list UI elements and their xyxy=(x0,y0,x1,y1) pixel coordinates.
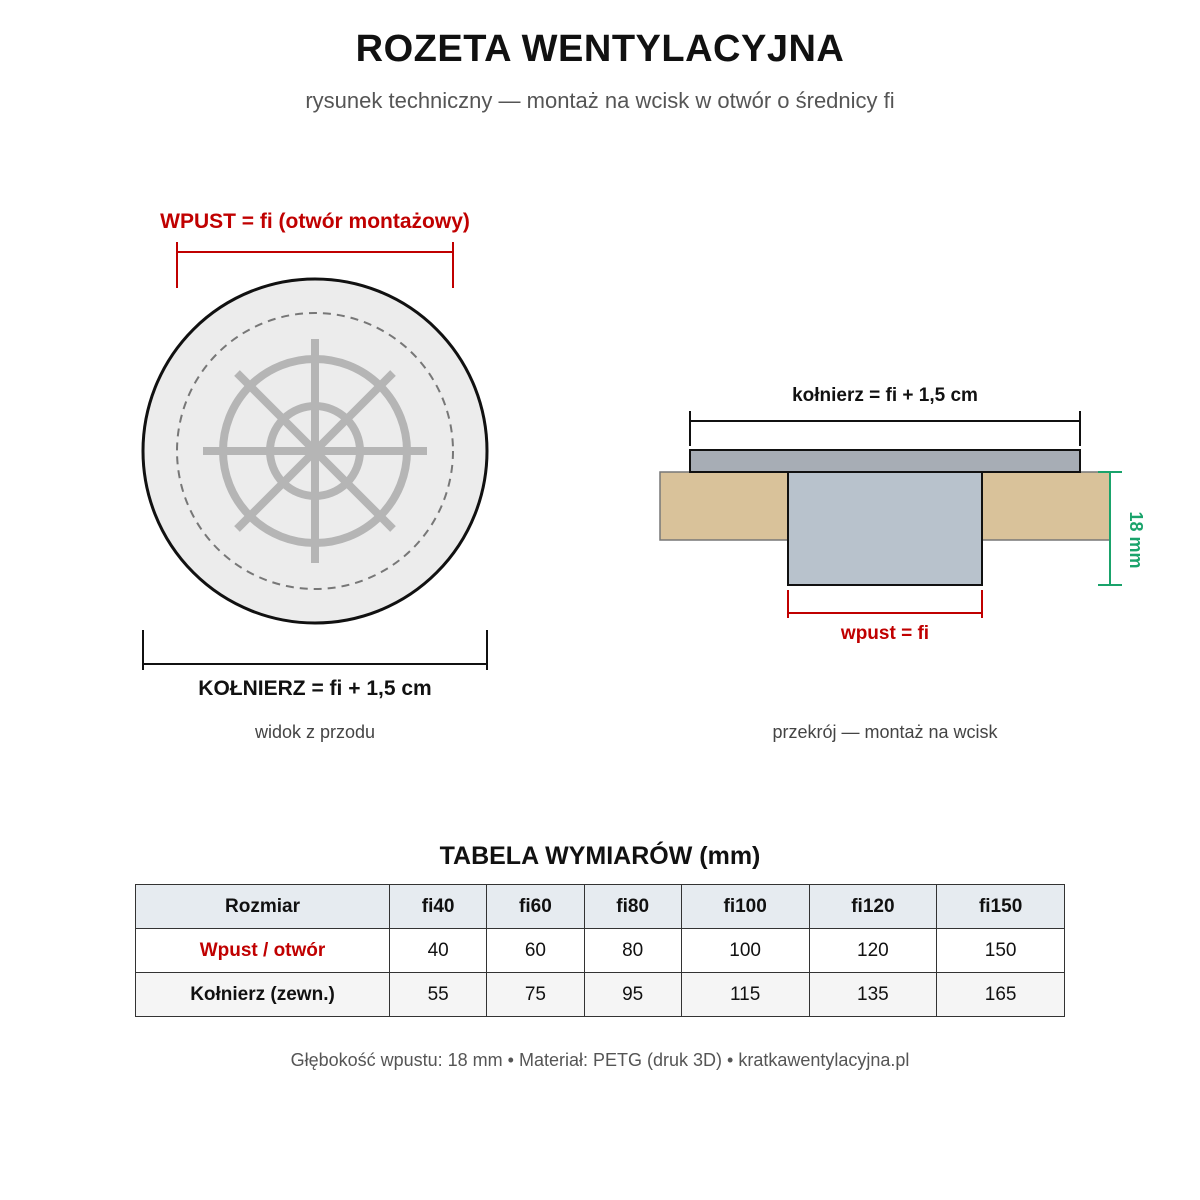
section-kolnierz-label: kołnierz = fi + 1,5 cm xyxy=(792,385,978,406)
page-title: ROZETA WENTYLACYJNA xyxy=(355,28,845,70)
table-title: TABELA WYMIARÓW (mm) xyxy=(439,842,761,870)
table-cell: 80 xyxy=(584,929,681,973)
page-subtitle: rysunek techniczny — montaż na wcisk w otwór o średnicy fi xyxy=(305,88,895,113)
table-cell: 165 xyxy=(937,973,1065,1017)
table-header-row xyxy=(136,885,1065,929)
table-header-cell: fi150 xyxy=(937,885,1065,929)
section-kolnierz-dimension xyxy=(690,411,1080,446)
depth-label: 18 mm xyxy=(1126,511,1146,569)
insert-body xyxy=(788,472,982,585)
table-cell: 150 xyxy=(937,929,1065,973)
table-header-cell: fi60 xyxy=(487,885,584,929)
front-kolnierz-label: KOŁNIERZ = fi + 1,5 cm xyxy=(198,677,432,700)
table-header-cell: fi120 xyxy=(809,885,937,929)
front-view-caption: widok z przodu xyxy=(254,722,376,742)
table-header-cell: fi40 xyxy=(390,885,487,929)
front-wpust-label: WPUST = fi (otwór montażowy) xyxy=(160,210,470,233)
front-kolnierz-dimension xyxy=(143,630,487,670)
section-view-drawing xyxy=(600,0,1200,700)
table-row xyxy=(136,929,1065,973)
section-wpust-label: wpust = fi xyxy=(840,623,930,644)
table-cell: 120 xyxy=(809,929,937,973)
wall-right xyxy=(982,472,1110,540)
flange-plate xyxy=(690,450,1080,472)
table-cell: 60 xyxy=(487,929,584,973)
front-view-drawing xyxy=(0,0,600,700)
table-cell: 55 xyxy=(390,973,487,1017)
table-row xyxy=(136,973,1065,1017)
footer-note: Głębokość wpustu: 18 mm • Materiał: PETG (druk 3D) • kratkawentylacyjna.pl xyxy=(290,1050,910,1070)
table-cell: 40 xyxy=(390,929,487,973)
section-view-caption: przekrój — montaż na wcisk xyxy=(772,722,998,742)
table-cell: 135 xyxy=(809,973,937,1017)
wall-left xyxy=(660,472,788,540)
table-cell: 95 xyxy=(584,973,681,1017)
table-cell: 115 xyxy=(681,973,809,1017)
table-header-label: Rozmiar xyxy=(136,885,390,929)
table-row-label: Wpust / otwór xyxy=(136,929,390,973)
table-cell: 100 xyxy=(681,929,809,973)
table-row-label: Kołnierz (zewn.) xyxy=(136,973,390,1017)
table-cell: 75 xyxy=(487,973,584,1017)
table-header-cell: fi100 xyxy=(681,885,809,929)
dimensions-table xyxy=(135,884,1065,1017)
table-header-cell: fi80 xyxy=(584,885,681,929)
section-wpust-dimension xyxy=(788,590,982,618)
